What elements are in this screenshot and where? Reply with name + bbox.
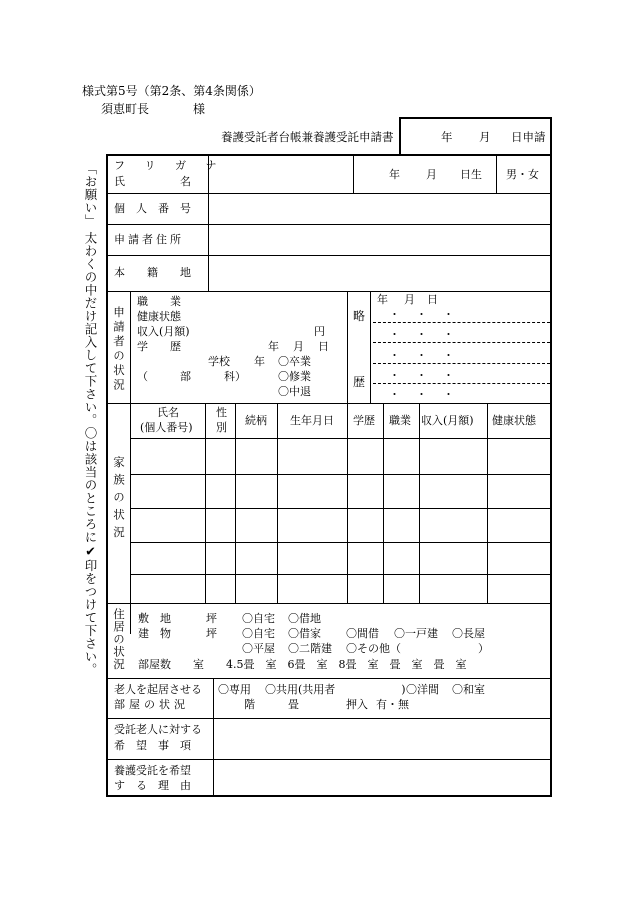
row-line — [108, 403, 550, 404]
family-col-income: 収入(月額) — [421, 414, 474, 427]
title-divider — [399, 117, 401, 154]
family-col-relation: 続柄 — [245, 414, 267, 427]
apply-month: 月 — [479, 130, 491, 144]
history-label-top: 略 — [353, 309, 366, 323]
form-title: 養護受託者台帳兼養護受託申請書 — [221, 130, 394, 144]
row-line — [108, 759, 550, 760]
one-story-option[interactable]: 〇平屋 — [242, 642, 275, 655]
apply-year: 年 — [441, 130, 453, 144]
rooms-count: 部屋数 室 4.5畳 室 6畳 室 8畳 室 畳 室 畳 室 — [138, 658, 467, 671]
history-label-bottom: 歴 — [353, 375, 366, 389]
site-own-option[interactable]: 〇自宅 — [242, 612, 275, 625]
side-note: 「お願い」 太わくの中だけ記入して下さい。〇は該当のところに✔印をつけて下さい。 — [83, 162, 98, 676]
two-story-option[interactable]: 〇二階建 — [288, 642, 332, 655]
row-line — [108, 224, 550, 225]
family-col-line — [383, 403, 384, 603]
building-rent-option[interactable]: 〇借家 — [288, 627, 321, 640]
edu-year: 年 — [268, 340, 279, 353]
row-line — [108, 718, 550, 719]
history-dash — [373, 322, 550, 323]
domicile-label: 本 籍 地 — [114, 266, 191, 279]
edu-day: 日 — [318, 340, 329, 353]
exclusive-option[interactable]: 〇専用 — [218, 683, 251, 696]
family-col-name: 氏名 — [157, 406, 179, 419]
birth-divider — [353, 156, 354, 193]
title-right-border — [550, 117, 552, 154]
birth-year: 年 — [389, 168, 400, 181]
applicant-section-label: 申請者の状況 — [112, 306, 126, 393]
family-section-label: 家族の状況 — [112, 456, 126, 544]
building-label: 建 物 — [138, 627, 171, 640]
family-col-health: 健康状態 — [492, 414, 536, 427]
gender-divider — [496, 156, 497, 193]
dept-label: 部 — [180, 370, 191, 383]
row-line — [108, 193, 550, 194]
dept-close: 科） — [224, 370, 246, 383]
dept-open: （ — [137, 370, 148, 383]
room-rent-option[interactable]: 〇間借 — [346, 627, 379, 640]
occupation-label: 職 業 — [137, 295, 181, 308]
building-tsubo: 坪 — [206, 627, 217, 640]
japanese-option[interactable]: 〇和室 — [452, 683, 485, 696]
gender: 男・女 — [506, 168, 539, 181]
hist-day: 日 — [427, 293, 438, 306]
family-col-line — [205, 403, 206, 603]
history-label-divider — [370, 291, 371, 403]
row-line — [108, 291, 550, 292]
title-box — [213, 117, 552, 154]
family-col-sex-bottom: 別 — [216, 421, 227, 434]
history-dots: ・・・ — [389, 308, 470, 321]
family-col-line — [347, 403, 348, 603]
other-option[interactable]: 〇その他（ ） — [346, 642, 489, 655]
tatami-label: 畳 — [288, 698, 299, 711]
form-number: 様式第5号（第2条、第4条関係） — [82, 84, 261, 98]
hist-year: 年 — [377, 293, 388, 306]
western-option[interactable]: 〇洋間 — [406, 683, 439, 696]
edu-month: 月 — [293, 340, 304, 353]
closet-yes-no[interactable]: 有・無 — [376, 698, 409, 711]
family-col-birthdate: 生年月日 — [290, 414, 334, 427]
addressee-line — [101, 100, 205, 117]
personal-number-label: 個人番号 — [114, 202, 202, 215]
wishes-label-top: 受託老人に対する — [114, 723, 202, 736]
family-col-personal-number: (個人番号) — [140, 421, 193, 434]
family-col-line — [277, 403, 278, 603]
history-dash — [373, 383, 550, 384]
elder-room-label-top: 老人を起居させる — [114, 683, 202, 696]
reason-label-top: 養護受託を希望 — [114, 764, 191, 777]
row-line — [108, 255, 550, 256]
site-lease-option[interactable]: 〇借地 — [288, 612, 321, 625]
reason-label-bottom: す る 理 由 — [114, 779, 191, 792]
application-form — [106, 154, 552, 797]
income-yen: 円 — [314, 325, 325, 338]
graduated-option[interactable]: 〇卒業 — [278, 355, 311, 368]
address-label: 申請者住所 — [114, 233, 184, 246]
rowhouse-option[interactable]: 〇長屋 — [452, 627, 485, 640]
furigana-label: フ リ ガ ナ — [114, 159, 225, 172]
history-dots: ・・・ — [389, 328, 470, 341]
floor-label: 階 — [244, 698, 255, 711]
history-dots: ・・・ — [389, 349, 470, 362]
birth-month: 月 — [426, 168, 437, 181]
family-col-occupation: 職業 — [389, 414, 411, 427]
income-label: 収入(月額) — [137, 325, 190, 338]
wishes-label-bottom: 希 望 事 項 — [114, 739, 191, 752]
school-year: 年 — [254, 355, 265, 368]
family-col-sex-top: 性 — [216, 406, 227, 419]
name-label: 氏 名 — [114, 175, 191, 188]
school-label: 学校 — [208, 355, 230, 368]
bottom-label-divider — [213, 678, 214, 795]
history-dash — [373, 342, 550, 343]
studying-option[interactable]: 〇修業 — [278, 370, 311, 383]
hist-month: 月 — [404, 293, 415, 306]
family-col-education: 学歴 — [353, 414, 375, 427]
honorific: 様 — [193, 102, 206, 116]
closet-label: 押入 — [346, 698, 368, 711]
family-col-line — [235, 403, 236, 603]
addressee: 須恵町長 — [101, 102, 150, 116]
history-divider — [347, 291, 348, 403]
site-label: 敷 地 — [138, 612, 171, 625]
site-tsubo: 坪 — [206, 612, 217, 625]
detached-option[interactable]: 〇一戸建 — [394, 627, 438, 640]
dropout-option[interactable]: 〇中退 — [278, 385, 311, 398]
education-label: 学 歴 — [137, 340, 181, 353]
housing-section-label: 住居の状況 — [112, 608, 126, 671]
elder-room-label-bottom: 部屋の状況 — [114, 698, 189, 711]
family-col-line — [419, 403, 420, 603]
shared-option[interactable]: 〇共用(共用者 ) — [265, 683, 406, 696]
label-divider — [208, 156, 209, 291]
birth-day: 日生 — [460, 168, 482, 181]
row-line — [108, 603, 550, 604]
history-dots: ・・・ — [389, 388, 470, 401]
apply-day: 日申請 — [511, 130, 546, 144]
section-label-divider — [130, 291, 131, 634]
health-label: 健康状態 — [137, 310, 181, 323]
title-top-border — [399, 117, 552, 119]
family-col-line — [487, 403, 488, 603]
building-own-option[interactable]: 〇自宅 — [242, 627, 275, 640]
row-line — [108, 678, 550, 679]
history-dots: ・・・ — [389, 369, 470, 382]
history-dash — [373, 363, 550, 364]
